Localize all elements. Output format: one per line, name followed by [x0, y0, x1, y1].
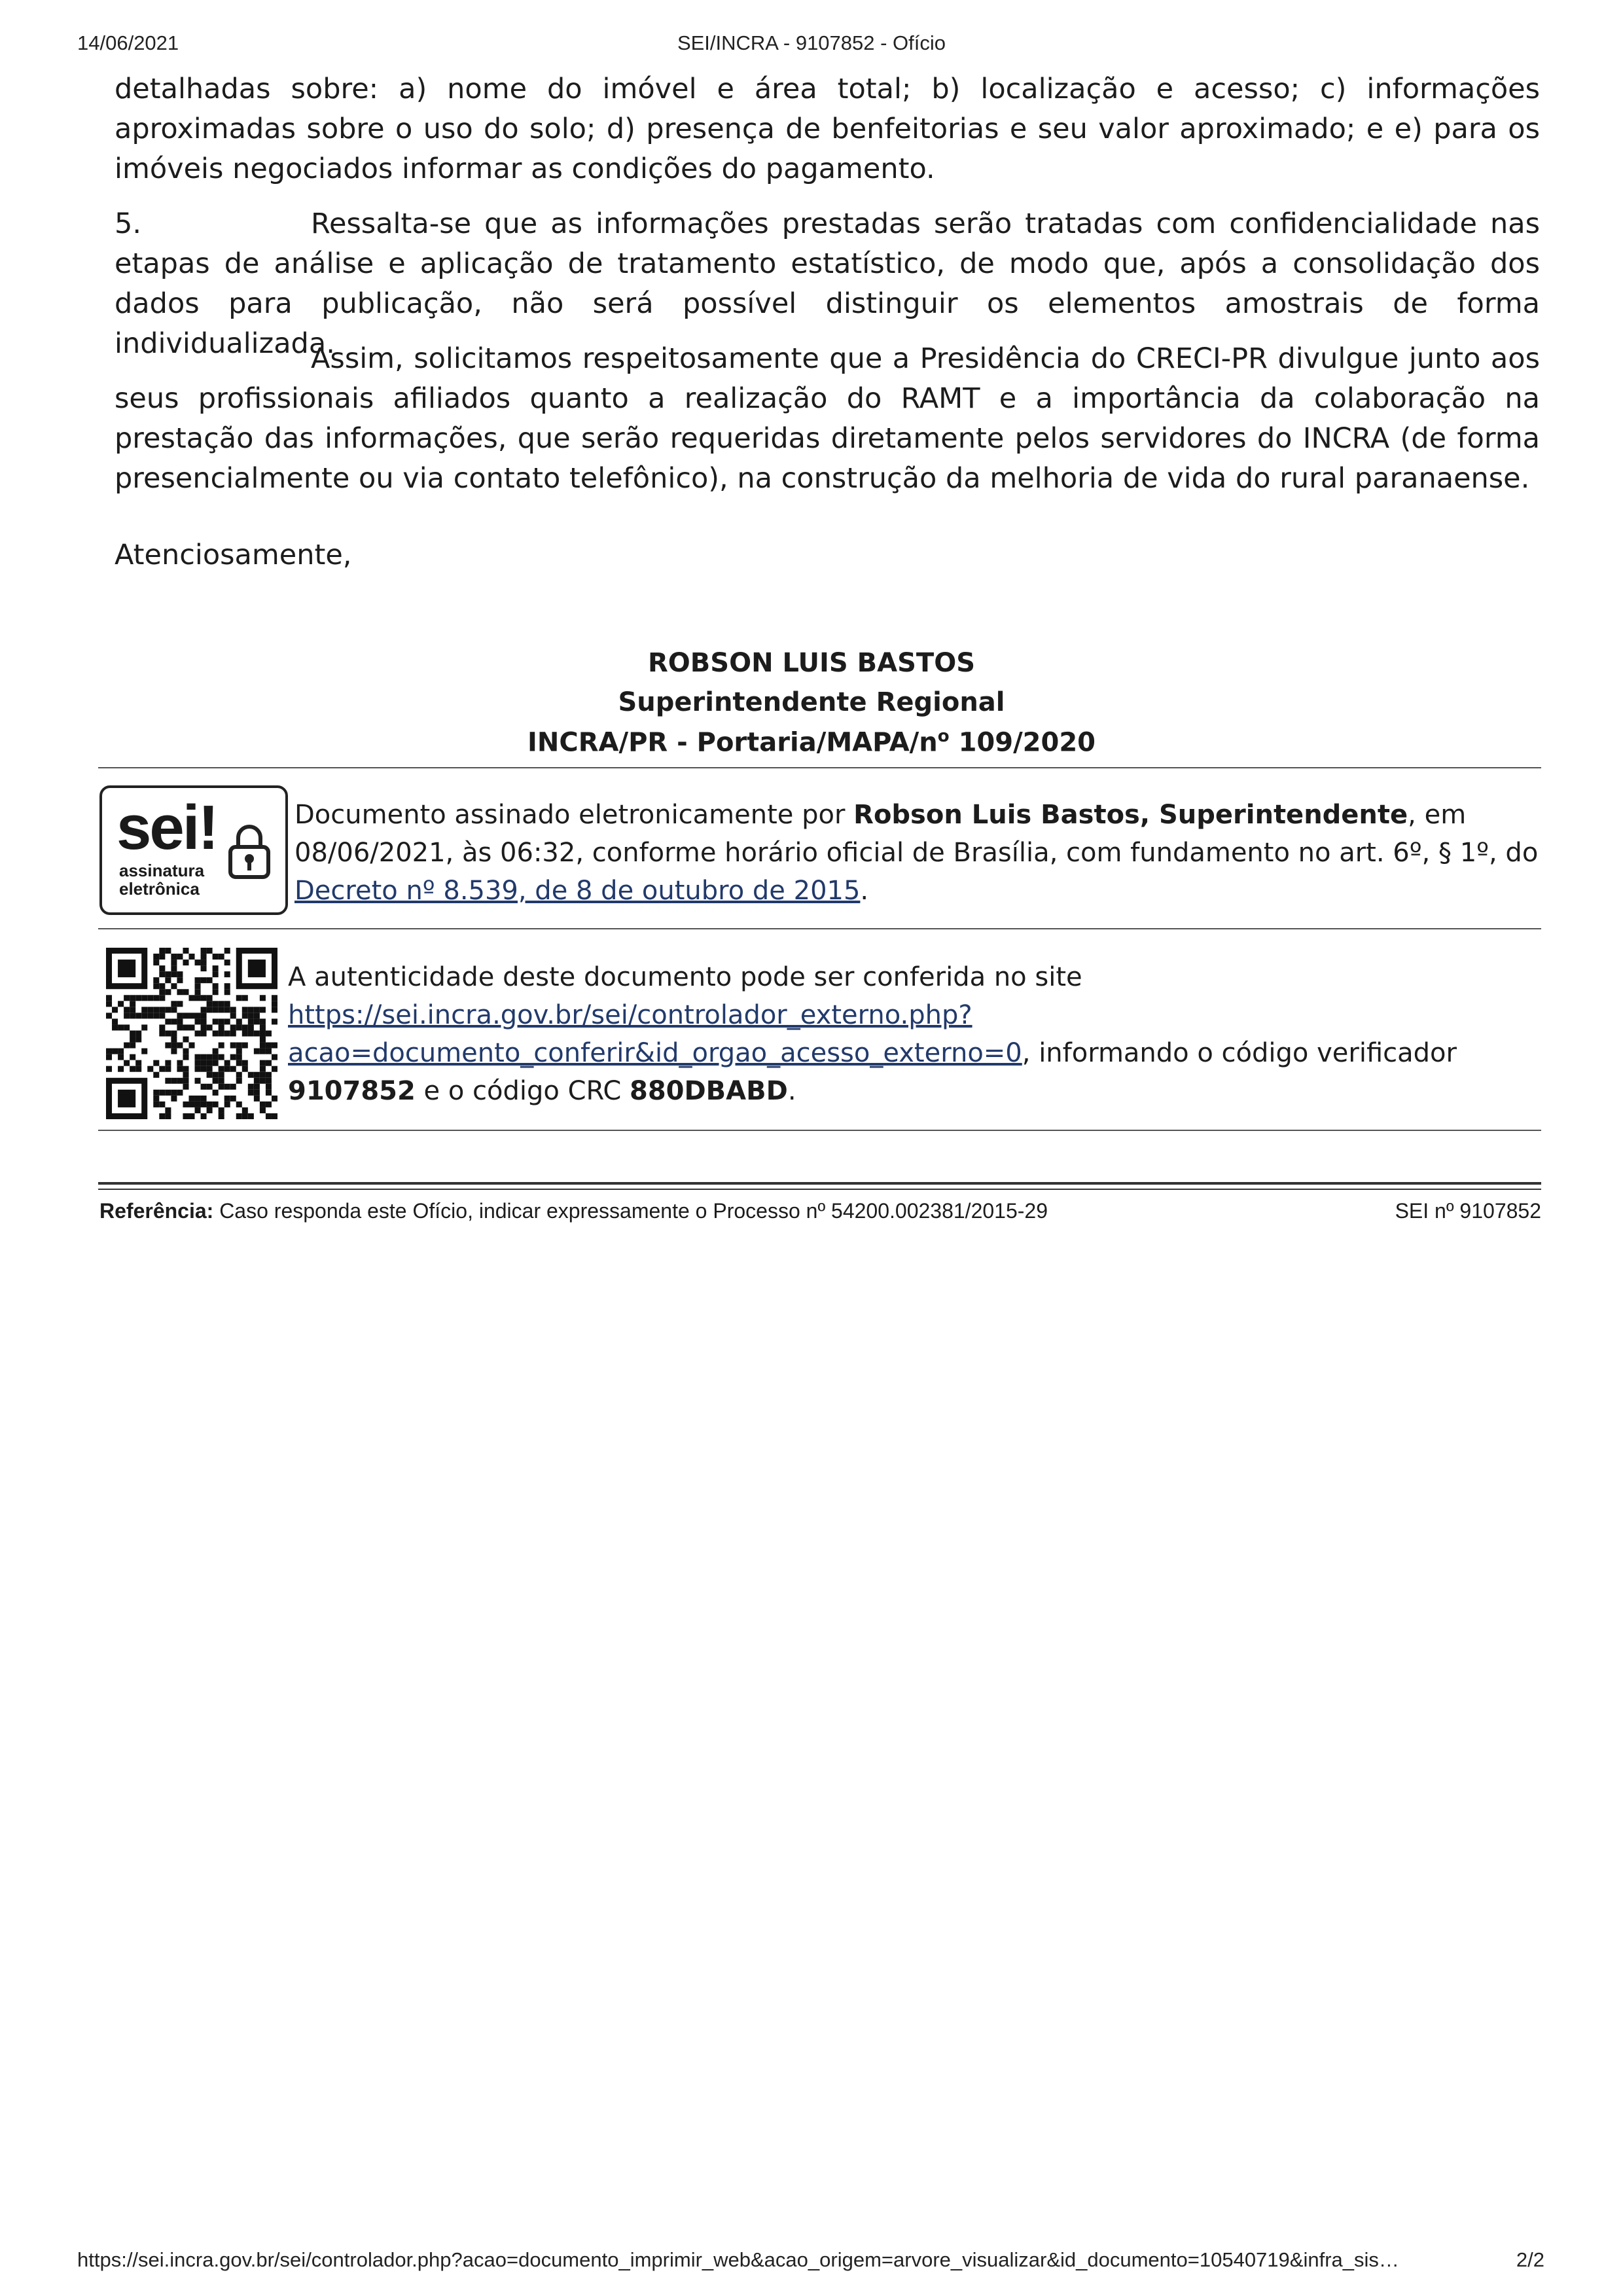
- signature-text-end: .: [860, 876, 869, 906]
- ordinance-sup: o: [937, 726, 950, 746]
- sei-badge-line1: assinatura: [119, 861, 205, 880]
- verification-code: 9107852: [288, 1076, 416, 1106]
- sei-badge-caption: [119, 861, 204, 898]
- verification-link-part2[interactable]: acao=documento_conferir&id_orgao_acesso_externo=0: [288, 1038, 1022, 1068]
- signatory-name: ROBSON LUIS BASTOS: [647, 648, 976, 678]
- signatory-role: Superintendente Regional: [618, 687, 1005, 717]
- sei-badge-line2: eletrônica: [119, 879, 200, 899]
- decree-link[interactable]: Decreto nº 8.539, de 8 de outubro de 2015: [294, 876, 861, 906]
- auth-text-2: , informando o código verificador: [1022, 1038, 1457, 1068]
- ordinance-number: 109/2020: [949, 727, 1096, 758]
- reference-text: Caso responda este Ofício, indicar expressamente o Processo nº 54200.002381/2015-29: [213, 1199, 1048, 1223]
- paragraph-4-continuation: detalhadas sobre: a) nome do imóvel e área total; b) localização e acesso; c) informações aproximadas sobre o uso do solo; d) presença de benfeitorias e seu valor aproximado; e e) para os imóveis negociados informar as condições do pagamento.: [115, 73, 1540, 185]
- signer-name: Robson Luis Bastos, Superintendente: [853, 800, 1408, 830]
- paragraph-6: Assim, solicitamos respeitosamente que a Presidência do CRECI-PR divulgue junto aos seus profissionais afiliados quanto a realização do RAMT e a importância da colaboração na prestação das informações, que serão requeridas diretamente pelos servidores do INCRA (de forma presencialmente ou via contato telefônico), na construção da melhoria de vida do rural paranaense.: [115, 342, 1540, 495]
- reference-note: [99, 1199, 1048, 1223]
- reference-rule-bottom: [98, 1189, 1541, 1190]
- auth-text-1: A autenticidade deste documento pode ser conferida no site: [288, 962, 1082, 992]
- paragraph-5: Ressalta-se que as informações prestadas serão tratadas com confidencialidade nas etapas de análise e aplicação de tratamento estatístico, de modo que, após a consolidação dos dados para publicação, não será possível distinguir os elementos amostrais de forma individualizada.: [115, 207, 1540, 360]
- page-number: 2/2: [1516, 2248, 1544, 2271]
- signatory-ordinance: [0, 726, 1623, 757]
- signature-text-pre: Documento assinado eletronicamente por: [294, 800, 854, 830]
- sei-number: SEI nº 9107852: [1395, 1199, 1541, 1223]
- page-header-title: SEI/INCRA - 9107852 - Ofício: [677, 31, 946, 54]
- auth-text-4: .: [787, 1076, 796, 1106]
- sei-signature-badge: [99, 785, 288, 915]
- reference-label: Referência:: [99, 1199, 214, 1223]
- closing: Atenciosamente,: [115, 539, 352, 571]
- verification-link-part1[interactable]: https://sei.incra.gov.br/sei/controlador_externo.php?: [288, 1000, 972, 1030]
- divider-top: [98, 767, 1541, 768]
- signature-statement: [294, 796, 1541, 910]
- divider-bottom: [98, 1130, 1541, 1131]
- print-date: 14/06/2021: [77, 31, 179, 54]
- auth-text-3: e o código CRC: [415, 1076, 630, 1106]
- signature-text-mid: , em 08/06/2021, às 06:32, conforme horário oficial de Brasília, com fundamento no art. 6º, § 1º, do: [294, 800, 1539, 868]
- footer-url: https://sei.incra.gov.br/sei/controlador.php?acao=documento_imprimir_web&acao_origem=arvore_visualizar&id_documento=10540719&infra_sis…: [77, 2248, 1399, 2271]
- ordinance-text: INCRA/PR - Portaria/MAPA/n: [527, 727, 938, 758]
- sei-logo: sei!: [116, 793, 217, 863]
- padlock-icon: [226, 822, 272, 881]
- reference-rule-top: [98, 1182, 1541, 1185]
- divider-middle: [98, 928, 1541, 929]
- authenticity-statement: [288, 958, 1541, 1110]
- qr-code-icon: [106, 948, 277, 1119]
- paragraph-number: 5.: [115, 207, 142, 240]
- crc-code: 880DBABD: [629, 1076, 788, 1106]
